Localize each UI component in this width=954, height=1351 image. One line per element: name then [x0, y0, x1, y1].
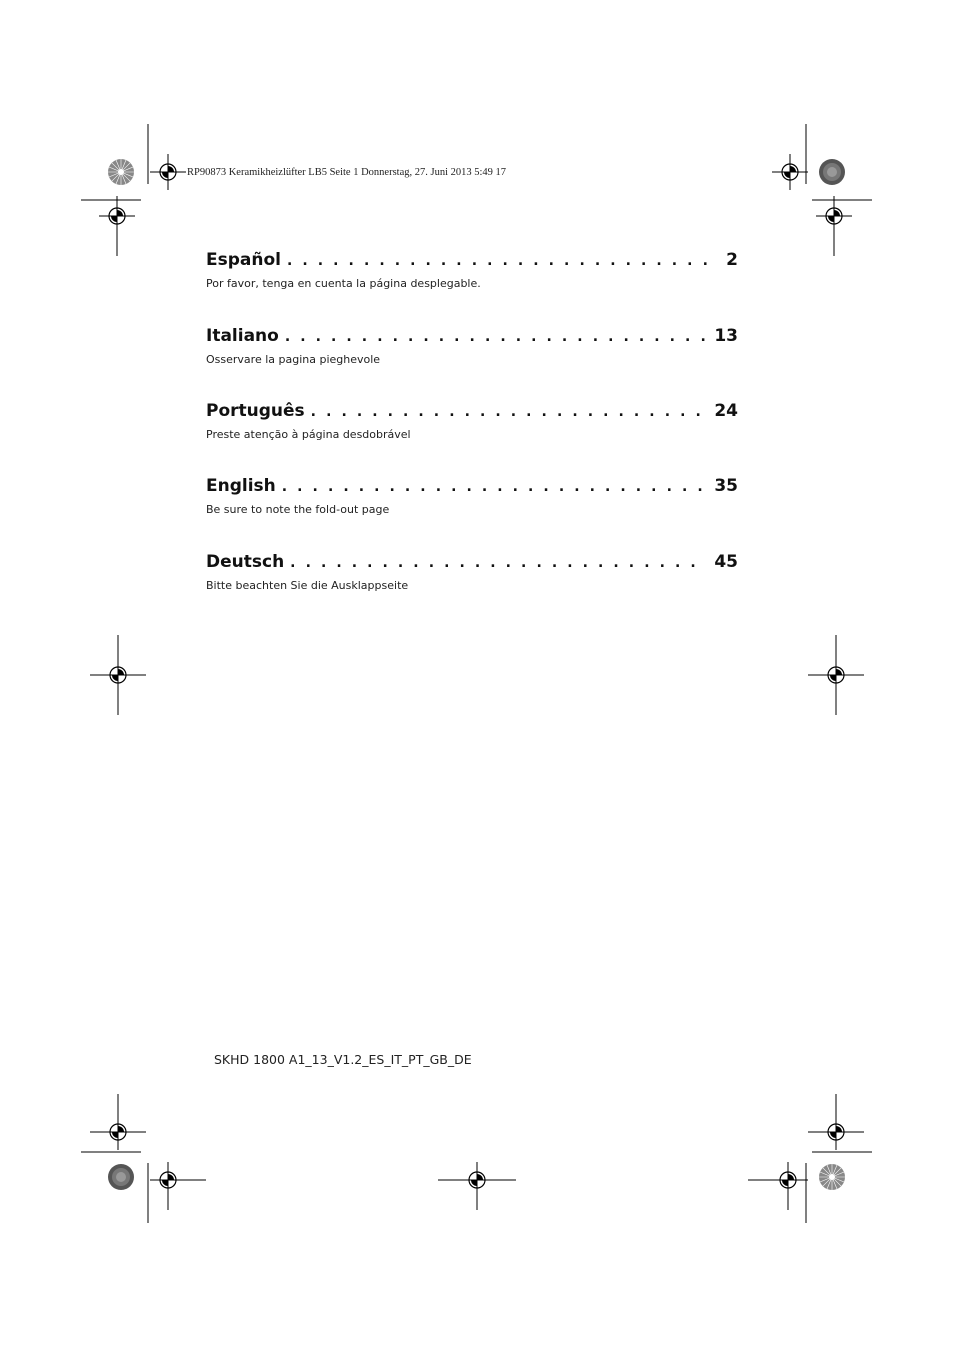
- toc-entry-espanol[interactable]: [206, 250, 738, 290]
- toc-title: Deutsch: [206, 552, 285, 572]
- toc-line: [206, 250, 738, 276]
- crop-line-icon: [81, 1151, 141, 1153]
- registration-mark-icon: [150, 154, 186, 190]
- registration-mark-icon: [808, 635, 864, 715]
- color-wheel-icon: [107, 1163, 135, 1191]
- toc-page-number: 35: [714, 476, 738, 496]
- registration-mark-icon: [748, 1162, 808, 1210]
- color-wheel-icon: [818, 158, 846, 186]
- crop-line-icon: [147, 124, 149, 184]
- toc-title: Español: [206, 250, 281, 270]
- toc-line: [206, 326, 738, 352]
- toc-leader-dots: [290, 555, 706, 571]
- toc-note: Preste atenção à página desdobrável: [206, 428, 411, 441]
- registration-mark-icon: [90, 1094, 146, 1154]
- toc-note: Osservare la pagina pieghevole: [206, 353, 381, 366]
- toc-leader-dots: [311, 404, 707, 420]
- toc-page-number: 2: [726, 250, 738, 270]
- toc-title: English: [206, 476, 276, 496]
- toc-leader-dots: [285, 329, 706, 345]
- toc-entry-deutsch[interactable]: [206, 552, 738, 592]
- registration-mark-icon: [99, 196, 135, 256]
- crop-line-icon: [812, 1151, 872, 1153]
- toc-page-number: 13: [714, 326, 738, 346]
- document-code: SKHD 1800 A1_13_V1.2_ES_IT_PT_GB_DE: [214, 1052, 472, 1067]
- toc-leader-dots: [282, 479, 707, 495]
- toc-line: [206, 552, 738, 578]
- registration-mark-icon: [438, 1162, 516, 1210]
- toc-page-number: 45: [714, 552, 738, 572]
- registration-mark-icon: [150, 1162, 206, 1210]
- color-wheel-icon: [107, 158, 135, 186]
- toc-page-number: 24: [714, 401, 738, 421]
- toc-title: Português: [206, 401, 305, 421]
- toc-entry-portugues[interactable]: [206, 401, 738, 441]
- toc-note: Bitte beachten Sie die Ausklappseite: [206, 579, 409, 592]
- print-slug: RP90873 Keramikheizlüfter LB5 Seite 1 Donnerstag, 27. Juni 2013 5:49 17: [187, 167, 507, 178]
- toc-entry-english[interactable]: [206, 476, 738, 516]
- registration-mark-icon: [90, 635, 146, 715]
- toc-entry-italiano[interactable]: [206, 326, 738, 366]
- toc-leader-dots: [287, 253, 718, 269]
- toc-line: [206, 476, 738, 502]
- color-wheel-icon: [818, 1163, 846, 1191]
- crop-line-icon: [147, 1163, 149, 1223]
- registration-mark-icon: [772, 154, 808, 190]
- registration-mark-icon: [808, 1094, 864, 1154]
- toc-title: Italiano: [206, 326, 279, 346]
- toc-note: Por favor, tenga en cuenta la página desplegable.: [206, 277, 481, 290]
- toc-line: [206, 401, 738, 427]
- registration-mark-icon: [816, 196, 852, 256]
- toc-note: Be sure to note the fold-out page: [206, 503, 390, 516]
